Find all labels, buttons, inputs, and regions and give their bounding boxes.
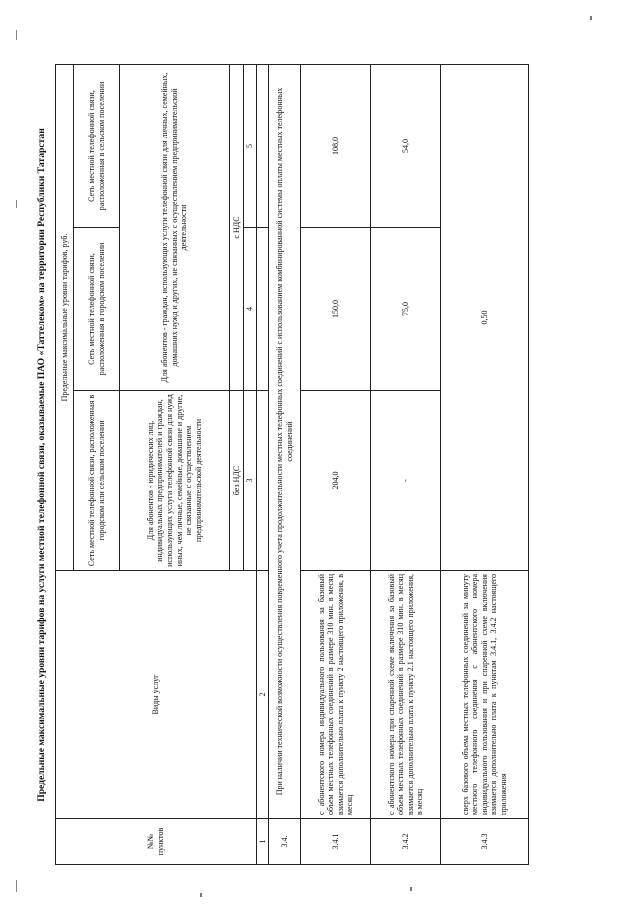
table-row [301,65,371,865]
header-net-city-rural: Сеть местной телефонной связи, расположенная в городском или сельском поселении [74,391,120,571]
row-num: 3.4.1 [301,819,371,865]
table-row [371,65,441,865]
scan-speck [200,893,202,897]
header-net-city: Сеть местной телефонной связи, расположенная в городском поселении [74,228,120,391]
header-subscriber-legal: Для абонентов - юридических лиц, индивидуальных предпринимателей и граждан, использующих услуги телефонной связи для нужд иных, чем личные, семейные, домашние и другие, не связанные с осуществлением предпринимательской деятельности [120,391,230,571]
section-text: При наличии технической возможности осуществления повременного учета продолжительности местных телефонных соединений с использованием комбинированной системы оплаты местных телефонных соединений [269,65,301,819]
colnum-1: 1 [256,819,269,865]
value-rural: 54,0 [371,65,441,228]
row-num: 3.4.3 [441,819,529,865]
header-with-vat: с НДС [230,65,244,391]
row-text: с абонентского номера индивидуального пользования за базовый объем местных телефонных соединений в размере 310 мин. в месяц взимается дополнительно плата к пункту 2 настоящего приложения, в месяц [301,571,371,819]
table-row [441,65,529,865]
value-city: 150,0 [301,228,371,391]
row-num: 3.4.2 [371,819,441,865]
colnum-3: 3 [244,391,257,571]
row-text: с абонентского номера при спаренной схеме включения за базовый объем местных телефонных соединений в размере 310 мин. в месяц взимается дополнительно плата к пункту 2.1 настоящего приложения, в месяц [371,571,441,819]
header-no-vat: без НДС [230,391,244,571]
header-col-num: №№ пунктов [56,819,257,865]
section-num: 3.4. [269,819,301,865]
value-no-vat: 204,0 [301,391,371,571]
scan-edge-mark [16,880,17,892]
colnum-row [256,65,269,865]
header-subscriber-citizen: Для абонентов - граждан, использующих услуги телефонной связи для личных, семейных, домашних нужд и других, не связанных с осуществлением предпринимательской деятельности [120,65,230,391]
row-text: сверх базового объема местных телефонных соединений за минуту местного телефонного соединения с абонентского номера индивидуального пользования и при спаренной схеме включения взимается дополнительно плата к пунктам 3.4.1, 3.4.2 настоящего приложения [441,571,529,819]
header-levels-title: Предельные максимальные уровни тарифов, руб. [56,65,74,571]
header-row [56,65,74,865]
rotated-content [30,65,610,865]
value-no-vat: - [371,391,441,571]
scan-edge-mark [16,30,17,40]
value-city: 75,0 [371,228,441,391]
scan-speck [410,887,412,891]
value-merged: 0,50 [441,65,529,571]
table-row [269,65,301,865]
colnum-5: 5 [244,65,257,228]
header-col-service: Виды услуг [56,571,257,819]
colnum-2: 2 [256,571,269,819]
scan-speck [590,16,592,20]
header-net-rural: Сеть местной телефонной связи, расположенная в сельском поселении [74,65,120,228]
value-rural: 108,0 [301,65,371,228]
scan-edge-mark [16,200,17,208]
colnum-4: 4 [244,228,257,391]
tariff-table [55,64,529,865]
document-title: Предельные максимальные уровни тарифов на услуги местной телефонной связи, оказываемые ПАО «Таттелеком» на территории Республики Татарстан [36,128,47,802]
